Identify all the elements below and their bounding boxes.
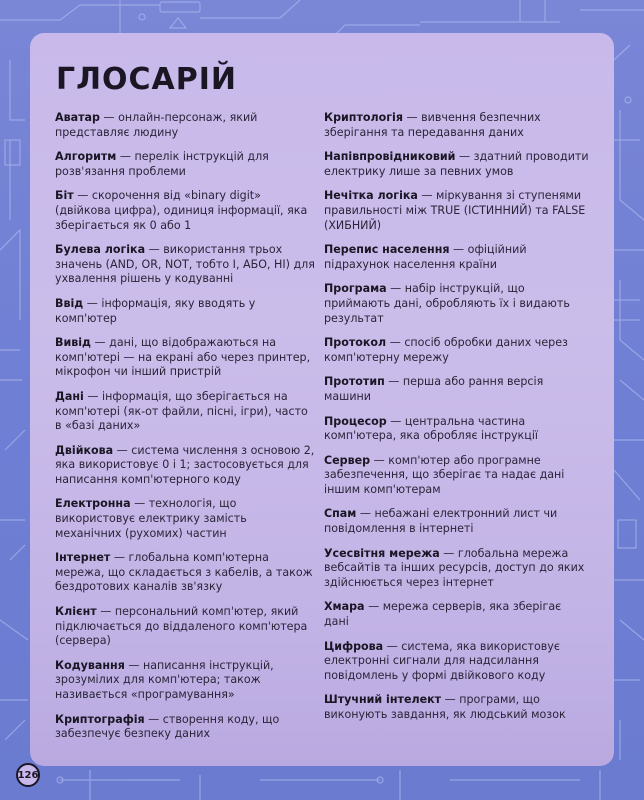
glossary-definition: — міркування зі ступенями правильності між TRUE (ІСТИННИЙ) та FALSE (ХИБНИЙ) — [324, 189, 586, 232]
glossary-entry — [55, 605, 315, 649]
glossary-definition: — програми, що виконують завдання, як людський мозок — [324, 693, 566, 721]
glossary-entry — [55, 390, 315, 434]
glossary-definition: — система, яка використовує електронні сигнали для надсилання повідомлень у формі двійкового коду — [324, 639, 560, 682]
glossary-entry — [55, 551, 315, 595]
glossary-definition: — офіційний підрахунок населення країни — [324, 243, 527, 271]
glossary-definition: — персональний комп'ютер, який підключається до віддаленого комп'ютера (сервера) — [55, 605, 308, 648]
glossary-term: Напівпровідниковий — [324, 150, 456, 164]
glossary-entry — [324, 640, 589, 684]
glossary-term: Програма — [324, 282, 387, 296]
glossary-entry — [324, 375, 589, 404]
glossary-entry — [324, 415, 589, 444]
glossary-entry — [324, 693, 589, 722]
glossary-term: Сервер — [324, 453, 371, 467]
glossary-definition: — небажані електронний лист чи повідомлення в інтернеті — [324, 507, 558, 536]
glossary-entry — [324, 150, 589, 179]
glossary-definition: — спосіб обробки даних через комп'ютерну мережу — [324, 336, 568, 364]
glossary-term: Криптологія — [324, 111, 403, 124]
glossary-entry — [55, 444, 315, 488]
glossary-definition: — перша або рання версія машини — [324, 375, 544, 403]
glossary-definition: — онлайн-персонаж, який представляє людину — [55, 111, 258, 139]
glossary-entry — [324, 189, 589, 233]
glossary-term: Спам — [324, 507, 357, 521]
glossary-term: Алгоритм — [55, 150, 117, 164]
glossary-definition: — скорочення від «binary digit» (двійкова цифра), одиниця інформації, яка зберігається як 0 або 1 — [55, 189, 308, 232]
glossary-definition: — комп'ютер або програмне забезпечення, що зберігає та надає дані іншим комп'ютерам — [324, 453, 565, 496]
glossary-term: Дані — [55, 389, 84, 403]
glossary-term: Клієнт — [55, 605, 97, 619]
glossary-entry — [324, 282, 589, 326]
glossary-term: Прототип — [324, 375, 385, 389]
glossary-definition: — набір інструкцій, що приймають дані, обробляють їх і видають результат — [324, 282, 570, 325]
glossary-term: Криптографія — [55, 712, 145, 726]
glossary-term: Вивід — [55, 336, 92, 350]
glossary-entry — [55, 297, 315, 326]
glossary-column-left — [55, 111, 315, 752]
glossary-entry — [55, 189, 315, 233]
glossary-term: Нечітка логіка — [324, 189, 418, 203]
glossary-definition: — використання трьох значень (AND, OR, NOT, тобто І, АБО, НІ) для ухвалення рішень у кодуванні — [55, 243, 315, 286]
glossary-term: Цифрова — [324, 639, 384, 653]
glossary-entry — [324, 507, 589, 536]
glossary-term: Штучний інтелект — [324, 693, 442, 707]
glossary-definition: — глобальна комп'ютерна мережа, що складається з кабелів, а також бездротових каналів зв'язку — [55, 551, 313, 594]
glossary-entry — [324, 547, 589, 591]
glossary-entry — [55, 243, 315, 287]
glossary-term: Біт — [55, 189, 74, 203]
glossary-entry — [324, 111, 589, 140]
glossary-entry — [55, 497, 315, 541]
glossary-definition: — написання інструкцій, зрозумілих для комп'ютера; також називається «програмування» — [55, 658, 274, 701]
glossary-definition: — мережа серверів, яка зберігає дані — [324, 600, 562, 629]
glossary-definition: — вивчення безпечних зберігання та передавання даних — [324, 111, 541, 139]
glossary-entry — [55, 150, 315, 179]
glossary-definition: — інформація, яку вводять у комп'ютер — [55, 296, 256, 325]
glossary-entry — [324, 454, 589, 498]
glossary-term: Булева логіка — [55, 243, 146, 257]
glossary-term: Аватар — [55, 111, 100, 124]
glossary-term: Хмара — [324, 600, 365, 614]
glossary-entry — [55, 713, 315, 742]
glossary-entry — [324, 600, 589, 629]
glossary-definition: — технологія, що використовує електрику замість механічних (рухомих) частин — [55, 497, 247, 540]
glossary-definition: — дані, що відображаються на комп'ютері — на екрані або через принтер, мікрофон чи інший пристрій — [55, 336, 311, 379]
glossary-column-right — [324, 111, 589, 733]
glossary-entry — [55, 336, 315, 380]
glossary-definition: — створення коду, що забезпечує безпеку даних — [55, 712, 280, 741]
glossary-term: Перепис населення — [324, 243, 450, 257]
glossary-term: Двійкова — [55, 443, 114, 457]
glossary-entry — [324, 243, 589, 272]
glossary-term: Інтернет — [55, 551, 111, 565]
page-title: ГЛОСАРІЙ — [56, 62, 238, 97]
glossary-definition: — центральна частина комп'ютера, яка обробляє інструкції — [324, 414, 538, 443]
glossary-definition: — інформація, що зберігається на комп'ютері (як-от файли, пісні, ігри), часто в «базі даних» — [55, 389, 308, 433]
glossary-term: Електронна — [55, 497, 131, 511]
glossary-definition: — система числення з основою 2, яка використовує 0 і 1; застосовується для написання комп'ютерного коду — [55, 443, 315, 486]
page-number-badge: 126 — [16, 763, 40, 787]
glossary-term: Кодування — [55, 658, 125, 672]
glossary-definition: — здатний проводити електрику лише за певних умов — [324, 150, 589, 178]
glossary-definition: — глобальна мережа вебсайтів та інших ресурсів, доступ до яких здійснюється через інтернет — [324, 546, 585, 589]
glossary-entry — [55, 659, 315, 703]
glossary-entry — [324, 336, 589, 365]
glossary-term: Протокол — [324, 336, 387, 350]
glossary-term: Ввід — [55, 296, 84, 310]
glossary-term: Усесвітня мережа — [324, 546, 440, 560]
glossary-entry — [55, 111, 315, 140]
glossary-term: Процесор — [324, 414, 387, 428]
glossary-definition: — перелік інструкцій для розв'язання проблеми — [55, 150, 269, 178]
